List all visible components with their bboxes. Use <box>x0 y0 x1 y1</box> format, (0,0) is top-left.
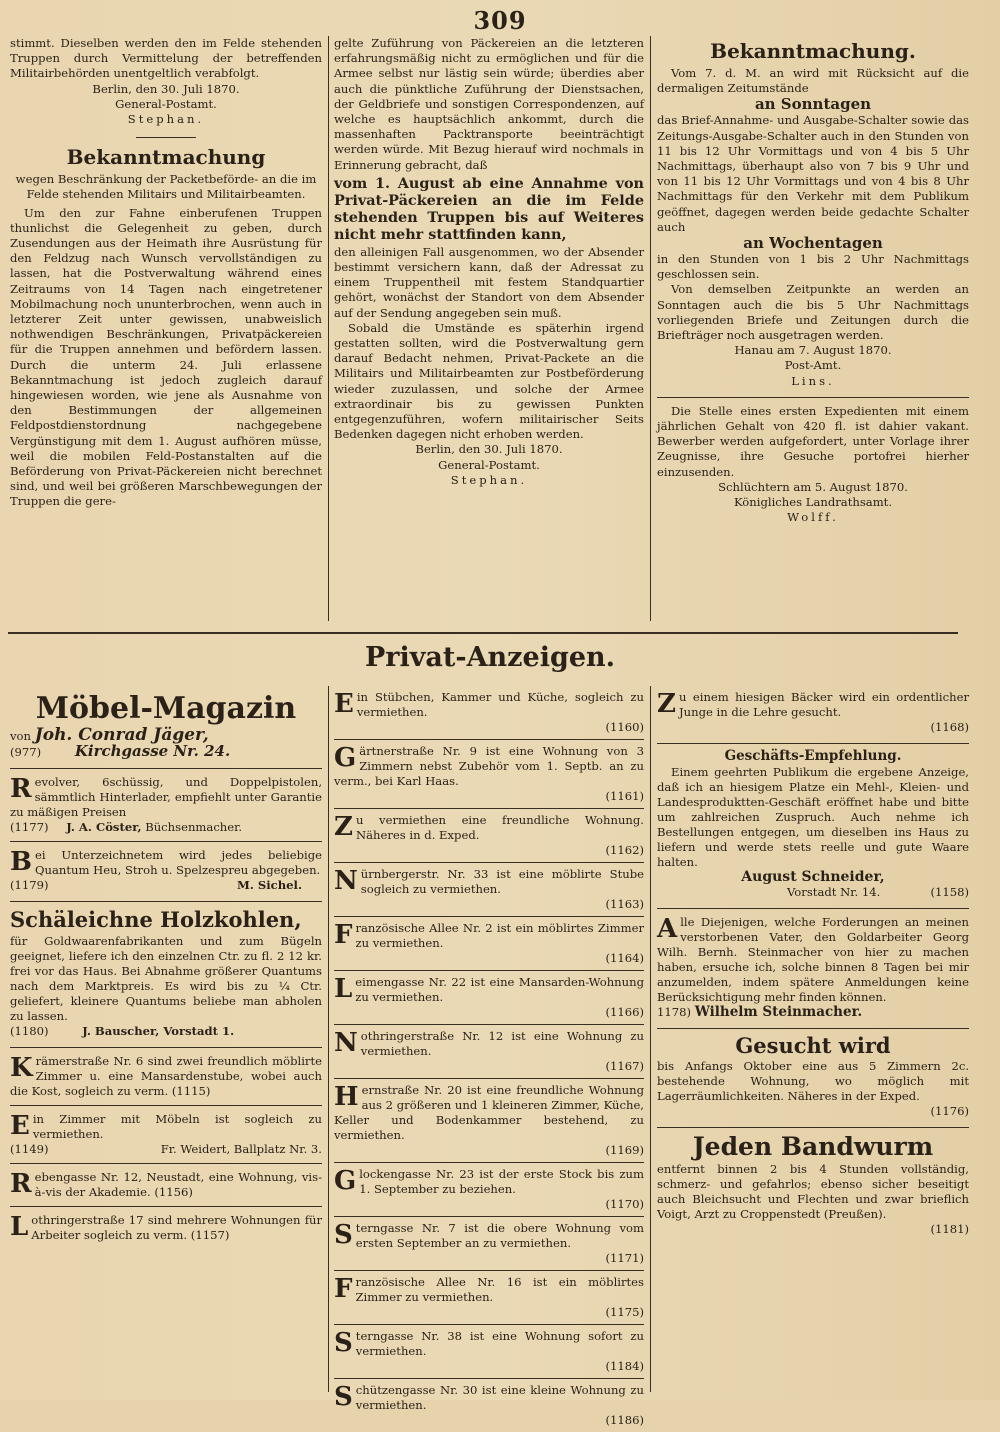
initial-letter: A <box>657 914 678 944</box>
divider <box>10 901 322 902</box>
classified-ad <box>334 690 644 735</box>
ad-title: Jeden Bandwurm <box>692 1132 934 1161</box>
notice-date: Hanau am 7. August 1870. <box>734 343 892 358</box>
ad-text: ranzösische Allee Nr. 2 ist ein möblirtes Zimmer zu vermiethen. <box>355 921 644 950</box>
ad-text: ranzösische Allee Nr. 16 ist ein möblirtes Zimmer zu vermiethen. <box>355 1275 644 1304</box>
notice-org: General-Postamt. <box>115 96 217 111</box>
classified-ad <box>334 1083 644 1158</box>
ad-number: (1184) <box>605 1359 644 1373</box>
initial-letter: L <box>10 1212 29 1242</box>
classified-ad <box>334 813 644 858</box>
divider <box>334 916 644 917</box>
ad-name: J. Bauscher, Vorstadt 1. <box>82 1024 235 1038</box>
ad-text: rämerstraße Nr. 6 sind zwei freundlich möblirte Zimmer u. eine Mansardenstube, wobei auch die Kost, sogleich zu verm. <box>10 1054 322 1098</box>
notice-heading: Bekanntmachung <box>66 145 266 170</box>
divider <box>334 739 644 740</box>
divider <box>334 1216 644 1217</box>
ad-text: in Stübchen, Kammer und Küche, sogleich zu vermiethen. <box>356 690 644 719</box>
notice-bold-text: an Sonntagen <box>754 95 872 114</box>
initial-letter: E <box>10 1111 30 1141</box>
initial-letter: R <box>10 774 32 804</box>
private-ads-title: Privat-Anzeigen. <box>364 642 616 673</box>
divider <box>10 1047 322 1048</box>
ad-text: Einem geehrten Publikum die ergebene Anzeige, daß ich an hiesigem Platze ein Mehl-, Kleien- und Landesproduktten-Geschäft eröffnet habe und bitte um zahlreichen Zuspruch. Auch nehme ich Bestellungen entgegen, um dieselben ins Haus zu liefern und werde stets reelle und gute Waare halten. <box>657 765 969 869</box>
notice-bold-text: an Wochentagen <box>743 234 883 253</box>
divider <box>657 743 969 744</box>
notice-text: den alleinigen Fall ausgenommen, wo der Absender bestimmt versichern kann, daß der Adressat zu einem Truppentheil mit festem Standquartier gehört, wonächst der Standort von dem Absender auf der Sendung angegeben sein muß. <box>334 244 644 320</box>
divider <box>334 1162 644 1163</box>
initial-letter: N <box>334 1028 358 1058</box>
divider <box>10 1163 322 1164</box>
column-rule <box>328 686 329 1392</box>
ad-text: evolver, 6schüssig, und Doppelpistolen, sämmtlich Hinterlader, empfiehlt unter Garantie zu mäßigen Preisen <box>10 775 322 819</box>
ad-number: (1149) <box>10 1142 49 1156</box>
divider <box>334 1324 644 1325</box>
ad-number: (1170) <box>605 1197 644 1211</box>
ads-column-1 <box>10 690 322 1243</box>
ad-text: entfernt binnen 2 bis 4 Stunden vollständig, schmerz- und gefahrlos; ebenso sicher beseitigt auch Bleichsucht und Flechten und zwar brieflich Voigt, Arzt zu Croppenstedt (Preußen). <box>657 1162 969 1221</box>
ad-number: (1156) <box>154 1185 193 1199</box>
classified-ad <box>334 867 644 912</box>
ad-text: ebengasse Nr. 12, Neustadt, eine Wohnung, vis-à-vis der Akademie. <box>34 1170 322 1199</box>
notice-date: Berlin, den 30. Juli 1870. <box>92 81 240 96</box>
classified-ad <box>334 1275 644 1320</box>
ad-name: M. Sichel. <box>237 878 302 892</box>
ad-title: Geschäfts-Empfehlung. <box>724 748 902 764</box>
initial-letter: F <box>334 1274 353 1304</box>
notice-text: Vom 7. d. M. an wird mit Rücksicht auf die dermaligen Zeitumstände <box>657 66 969 96</box>
initial-letter: Z <box>334 812 353 842</box>
ad-number: (1157) <box>190 1228 230 1242</box>
ads-column-3 <box>657 690 969 1237</box>
ad-number: (1166) <box>605 1005 644 1019</box>
notice-signature: Stephan. <box>127 112 205 127</box>
ad-name: Wilhelm Steinmacher. <box>694 1004 863 1020</box>
ad-address: Vorstadt Nr. 14. <box>787 885 881 899</box>
divider <box>657 1028 969 1029</box>
ad-text: othringerstraße Nr. 12 ist eine Wohnung zu vermiethen. <box>360 1029 644 1058</box>
ad-text: chützengasse Nr. 30 ist eine kleine Wohnung zu vermiethen. <box>355 1383 644 1412</box>
ad-number: (1167) <box>605 1059 644 1073</box>
ad-text: ei Unterzeichnetem wird jedes beliebige Quantum Heu, Stroh u. Spelzespreu abgegeben. <box>34 848 322 877</box>
divider <box>10 1206 322 1207</box>
ad-number: (977) <box>10 745 42 759</box>
notice-org: General-Postamt. <box>438 457 540 472</box>
ad-number: (1181) <box>930 1222 969 1236</box>
column-1 <box>10 36 322 510</box>
ad-number: (1158) <box>930 885 969 899</box>
divider <box>334 1024 644 1025</box>
ad-number: (1161) <box>605 789 644 803</box>
ads-column-2 <box>334 690 644 1432</box>
ad-text: terngasse Nr. 7 ist die obere Wohnung vom ersten September an zu vermiethen. <box>355 1221 644 1250</box>
ad-number: (1186) <box>605 1413 644 1427</box>
ad-text: ärtnerstraße Nr. 9 ist eine Wohnung von 3 Zimmern nebst Zubehör vom 1. Septb. an zu verm., bei Karl Haas. <box>334 744 644 788</box>
ad-number: (1115) <box>171 1084 211 1098</box>
column-2 <box>334 36 644 488</box>
divider <box>334 1378 644 1379</box>
classified-ad <box>334 1029 644 1074</box>
initial-letter: G <box>334 1166 357 1196</box>
notice-text: Die Stelle eines ersten Expedienten mit einem jährlichen Gehalt von 420 fl. ist dahier vakant. Bewerber werden aufgefordert, unter Vorlage ihrer Zeugnisse, ihre Gesuche portofrei hierher einzusenden. <box>657 403 969 479</box>
initial-letter: H <box>334 1082 359 1112</box>
ad-number: (1162) <box>605 843 644 857</box>
ad-text: ürnbergerstr. Nr. 33 ist eine möblirte Stube sogleich zu vermiethen. <box>360 867 644 896</box>
notice-org: Königliches Landrathsamt. <box>733 495 893 510</box>
classified-ad <box>334 1329 644 1374</box>
notice-signature: Lins. <box>791 373 835 388</box>
classified-ad <box>334 1221 644 1266</box>
initial-letter: E <box>334 689 354 719</box>
ad-text: u einem hiesigen Bäcker wird ein ordentlicher Junge in die Lehre gesucht. <box>678 690 969 719</box>
initial-letter: B <box>10 847 32 877</box>
ad-title: Schäleichne Holzkohlen, <box>10 907 302 932</box>
initial-letter: K <box>10 1053 33 1083</box>
classified-ad <box>334 921 644 966</box>
initial-letter: G <box>334 743 357 773</box>
classified-ad <box>334 744 644 804</box>
notice-date: Schlüchtern am 5. August 1870. <box>718 479 908 494</box>
ad-number: (1169) <box>605 1143 644 1157</box>
ad-text: ernstraße Nr. 20 ist eine freundliche Wohnung aus 2 größeren und 1 kleineren Zimmer, Küche, Keller und Bodenkammer bestehend, zu vermiethen. <box>334 1083 644 1142</box>
initial-letter: F <box>334 920 353 950</box>
notice-text: in den Stunden von 1 bis 2 Uhr Nachmittags geschlossen sein. <box>657 252 969 282</box>
notice-text: Von demselben Zeitpunkte an werden an Sonntagen auch die bis 5 Uhr Nachmittags vorliegenden Briefe und Zeitungen durch die Briefträger noch ausgetragen werden. <box>657 282 969 343</box>
ad-number: (1171) <box>605 1251 644 1265</box>
divider <box>334 862 644 863</box>
ad-name: J. A. Cöster, <box>66 820 142 834</box>
divider <box>10 768 322 769</box>
notice-signature: Wolff. <box>787 510 839 525</box>
divider <box>10 841 322 842</box>
divider <box>136 137 196 138</box>
ad-text: für Goldwaarenfabrikanten und zum Bügeln geeignet, liefere ich den einzelnen Ctr. zu fl. 2 12 kr. frei vor das Haus. Bei Abnahme größerer Quantums nach dem Marktpreis. Es wird bis zu ¼ Ctr. geliefert, kleinere Quantums beliebe man abholen zu lassen. <box>10 934 322 1023</box>
column-rule <box>328 36 329 621</box>
page-number: 309 <box>473 6 527 35</box>
classified-ad <box>334 1383 644 1428</box>
ad-number: (1177) <box>10 820 49 834</box>
ad-text: lockengasse Nr. 23 ist der erste Stock bis zum 1. September zu beziehen. <box>359 1167 644 1196</box>
notice-heading: Bekanntmachung. <box>710 39 916 63</box>
ad-number: (1176) <box>930 1104 969 1118</box>
section-rule <box>8 632 958 634</box>
divider <box>657 1127 969 1128</box>
notice-org: Post-Amt. <box>784 358 842 373</box>
ad-title: Gesucht wird <box>735 1033 891 1058</box>
ad-number: (1168) <box>930 720 969 734</box>
divider <box>657 397 969 398</box>
ad-text: von <box>10 729 31 743</box>
ad-number: 1178) <box>657 1005 692 1019</box>
notice-signature: Stephan. <box>450 472 528 487</box>
column-rule <box>650 686 651 1392</box>
divider <box>334 808 644 809</box>
notice-text: stimmt. Dieselben werden den im Felde stehenden Truppen durch Vermittelung der betreffenden Militairbehörden unentgeltlich verabfolgt. <box>10 36 322 81</box>
ad-number: (1179) <box>10 878 49 892</box>
ad-title: Möbel-Magazin <box>35 691 297 726</box>
ad-text: eimengasse Nr. 22 ist eine Mansarden-Wohnung zu vermiethen. <box>355 975 644 1004</box>
classified-ad <box>334 1167 644 1212</box>
initial-letter: Z <box>657 689 676 719</box>
ad-number: (1160) <box>605 720 644 734</box>
ad-text: in Zimmer mit Möbeln ist sogleich zu vermiethen. <box>32 1112 322 1141</box>
column-rule <box>650 36 651 621</box>
ad-address: Kirchgasse Nr. 24. <box>74 742 231 760</box>
notice-text: Sobald die Umstände es späterhin irgend gestatten sollten, wird die Postverwaltung gern darauf Bedacht nehmen, Privat-Packete an die Militairs und Militairbeamten zur Postbeförderung wieder zuzulassen, und solche der Armee extraordinair bis zu gewissen Punkten entgegenzuführen, wofern militairischer Seits Bedenken dagegen nicht erhoben werden. <box>334 320 644 442</box>
notice-text: gelte Zuführung von Päckereien an die letzteren erfahrungsmäßig nicht zu ermöglichen und für die Armee selbst nur lästig sein würde; überdies aber auch die pünktliche Zuführung der Dienstsachen, der Geldbriefe und sonstigen Correspondenzen, auf welche es hauptsächlich ankommt, durch die massenhaften Packtransporte beeinträchtigt werden würde. Mit Bezug hierauf wird nochmals in Erinnerung gebracht, daß <box>334 36 644 172</box>
ad-name: August Schneider, <box>741 869 885 885</box>
column-3 <box>657 36 969 525</box>
notice-text: das Brief-Annahme- und Ausgabe-Schalter sowie das Zeitungs-Ausgabe-Schalter auch in den Stunden von 11 bis 12 Uhr Vormittags und von 4 bis 5 Uhr Nachmittags, überhaupt also von 7 bis 9 Uhr und von 11 bis 12 Uhr Vormittags und von 4 bis 8 Uhr Nachmittags für den Verkehr mit dem Publikum geöffnet, dagegen werden beide gedachte Schalter auch <box>657 113 969 234</box>
divider <box>334 970 644 971</box>
initial-letter: L <box>334 974 353 1004</box>
ad-text: u vermiethen eine freundliche Wohnung. Näheres in d. Exped. <box>355 813 644 842</box>
divider <box>10 1105 322 1106</box>
notice-date: Berlin, den 30. Juli 1870. <box>415 442 563 457</box>
notice-body: Um den zur Fahne einberufenen Truppen thunlichst die Gelegenheit zu geben, durch Zusendungen aus der Heimath ihre Ausrüstung für den Feldzug nach Wunsch vervollständigen zu lassen, hat die Postverwaltung während eines Zeitraums von 14 Tagen nach eingetretener Mobilmachung noch ununterbrochen, wenn auch in letzterer Zeit unter gewissen, unabweislich nothwendigen Beschränkungen, Privatpäckereien für die Truppen annehmen und befördern lassen. Durch die unterm 24. Juli erlassene Bekanntmachung ist jedoch zugleich darauf hingewiesen worden, wie jene als Ausnahme von den Bestimmungen der allgemeinen Feldpostdienstordnung nachgegebene Vergünstigung mit dem 1. August aufhören müsse, weil die mobilen Feld-Postanstalten auf die Beförderung von Privat-Päckereien nicht berechnet sind, und weil bei größeren Marschbewegungen der Truppen die gere- <box>10 205 322 509</box>
ad-text: Büchsenmacher. <box>145 820 243 834</box>
ad-number: (1163) <box>605 897 644 911</box>
initial-letter: S <box>334 1220 353 1250</box>
ad-text: lle Diejenigen, welche Forderungen an meinen verstorbenen Vater, den Goldarbeiter Georg Wilh. Bernh. Steinmacher von hier zu machen haben, ersuche ich, solche binnen 8 Tagen bei mir anzumelden, indem spätere Anmeldungen keine Berücksichtigung mehr finden können. <box>657 915 969 1004</box>
notice-subtitle: wegen Beschränkung der Packetbeförde- an die im Felde stehenden Militairs und Militairbeamten. <box>15 172 317 202</box>
ad-number: (1164) <box>605 951 644 965</box>
ad-number: (1180) <box>10 1024 49 1038</box>
ad-text: bis Anfangs Oktober eine aus 5 Zimmern 2c. bestehende Wohnung, wo möglich mit Lagerräumlichkeiten. Näheres in der Exped. <box>657 1059 969 1103</box>
ad-number: (1175) <box>605 1305 644 1319</box>
divider <box>657 908 969 909</box>
ad-text: terngasse Nr. 38 ist eine Wohnung sofort zu vermiethen. <box>355 1329 644 1358</box>
divider <box>334 1270 644 1271</box>
initial-letter: R <box>10 1169 32 1199</box>
notice-bold-text: vom 1. August ab eine Annahme von Privat-Päckereien an die im Felde stehenden Truppen bis auf Weiteres nicht mehr stattfinden kann, <box>334 174 644 243</box>
ad-text: othringerstraße 17 sind mehrere Wohnungen für Arbeiter sogleich zu verm. <box>31 1213 322 1242</box>
classified-ad <box>334 975 644 1020</box>
initial-letter: S <box>334 1382 353 1412</box>
initial-letter: S <box>334 1328 353 1358</box>
ad-name: Fr. Weidert, Ballplatz Nr. 3. <box>160 1142 322 1156</box>
ad-name: Joh. Conrad Jäger, <box>34 725 209 745</box>
initial-letter: N <box>334 866 358 896</box>
divider <box>334 1078 644 1079</box>
